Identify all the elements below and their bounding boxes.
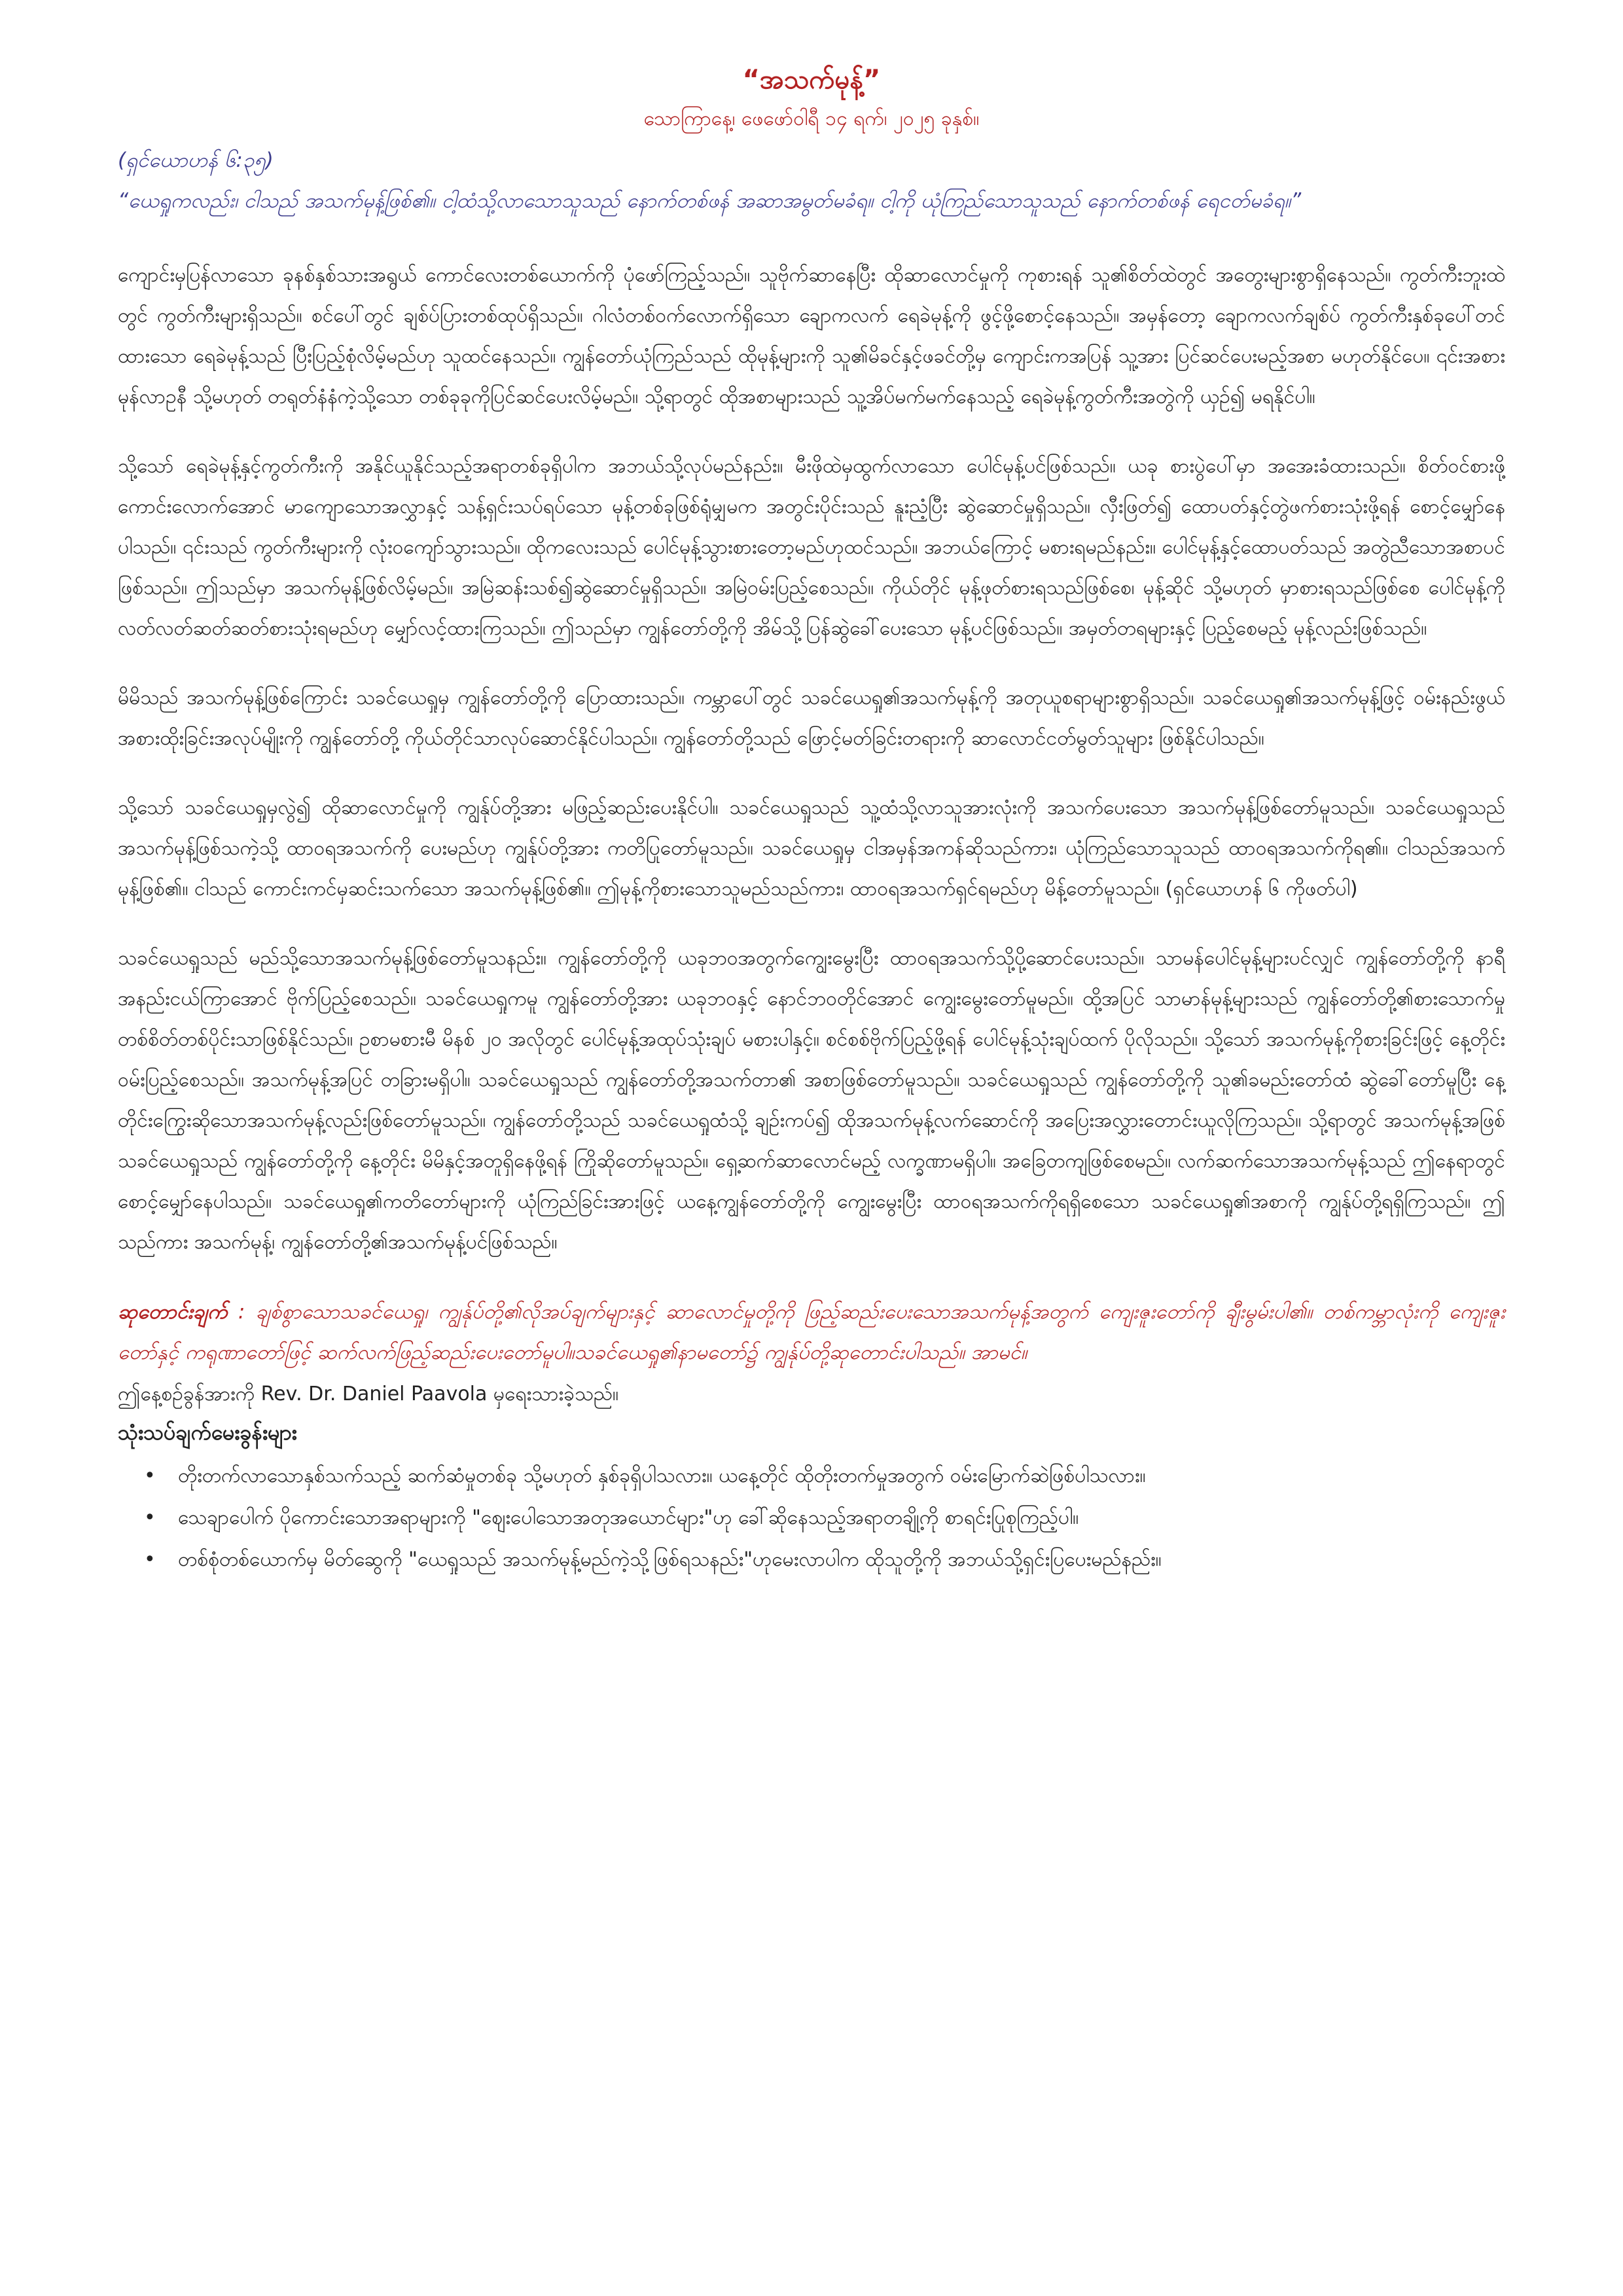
prayer-block xyxy=(118,1292,1505,1373)
bullet-icon: • xyxy=(144,1464,156,1487)
question-item xyxy=(118,1539,1505,1581)
prayer-label: ဆုတောင်းချက် xyxy=(118,1300,228,1324)
date-line: သောကြာနေ့၊ ဖေဖော်ဝါရီ ၁၄ ရက်၊ ၂၀၂၅ ခုနှစ်။ xyxy=(643,107,980,130)
question-text: တစ်စုံတစ်ယောက်မှ မိတ်ဆွေကို "ယေရှုသည် အသက်မုန့်မည်ကဲ့သို့ဖြစ်ရသနည်း"ဟုမေးလာပါက ထိုသူတို့ကို အဘယ်သို့ရှင်းပြပေးမည်နည်း။ xyxy=(178,1548,1162,1571)
bullet-icon: • xyxy=(144,1548,156,1571)
question-item xyxy=(118,1497,1505,1539)
body-paragraph-4: သို့သော် သခင်ယေရှုမှလွဲ၍ ထိုဆာလောင်မှုကို ကျွန်ုပ်တို့အား မဖြည့်ဆည်းပေးနိုင်ပါ။ သခင်ယေရှုသည် သူ့ထံသို့လာသူအားလုံးကို အသက်ပေးသော အသက်မုန့်ဖြစ်တော်မူသည်။ သခင်ယေရှုသည် အသက်မုန့်ဖြစ်သကဲ့သို့ ထာဝရအသက်ကို ပေးမည်ဟု ကျွန်ုပ်တို့အား ကတိပြုတော်မူသည်။ သခင်ယေရှုမှ ငါအမှန်အကန်ဆိုသည်ကား၊ ယုံကြည်သောသူသည် ထာဝရအသက်ကိုရ၏။ ငါသည်အသက်မုန့်ဖြစ်၏။ ငါသည် ကောင်းကင်မှဆင်းသက်သော အသက်မုန့်ဖြစ်၏။ ဤမုန့်ကိုစားသောသူမည်သည်ကား၊ ထာဝရအသက်ရှင်ရမည်ဟု မိန့်တော်မူသည်။ (ရှင်ယောဟန် ၆ ကိုဖတ်ပါ) xyxy=(118,796,1505,900)
page-title: “အသက်မုန့်” xyxy=(742,65,881,95)
body-paragraph-1: ကျောင်းမှပြန်လာသော ခုနစ်နှစ်သားအရွယ် ကောင်လေးတစ်ယောက်ကို ပုံဖော်ကြည့်သည်။ သူဗိုက်ဆာနေပြီး ထိုဆာလောင်မှုကို ကုစားရန် သူ၏စိတ်ထဲတွင် အတွေးများစွာရှိနေသည်။ ကွတ်ကီးဘူးထဲတွင် ကွတ်ကီးများရှိသည်။ စင်ပေါ်တွင် ချစ်ပ်ပြားတစ်ထုပ်ရှိသည်။ ဂါလံတစ်ဝက်လောက်ရှိသော ချောကလက် ရေခဲမုန့်ကို ဖွင့်ဖို့စောင့်နေသည်။ အမှန်တော့ ချောကလက်ချစ်ပ် ကွတ်ကီးနှစ်ခုပေါ်တင်ထားသော ရေခဲမုန့်သည် ပြီးပြည့်စုံလိမ့်မည်ဟု သူထင်နေသည်။ ကျွန်တော်ယုံကြည်သည် ထိုမုန့်များကို သူ၏မိခင်နှင့်ဖခင်တို့မှ ကျောင်းကအပြန် သူ့အား ပြင်ဆင်ပေးမည့်အစာ မဟုတ်နိုင်ပေ။ ၎င်းအစား မုန်လာဥနီ သို့မဟုတ် တရုတ်နံနံကဲ့သို့သော တစ်ခုခုကိုပြင်ဆင်ပေးလိမ့်မည်။ သို့ရာတွင် ထိုအစာများသည် သူ့အိပ်မက်မက်နေသည့် ရေခဲမုန့်ကွတ်ကီးအတွဲကို ယှဉ်၍ မရနိုင်ပါ။ xyxy=(118,264,1505,408)
scripture-reference: (ရှင်ယောဟန် ၆:၃၅) xyxy=(118,149,274,172)
body-paragraph-3: မိမိသည် အသက်မုန့်ဖြစ်ကြောင်း သခင်ယေရှုမှ ကျွန်တော်တို့ကို ပြောထားသည်။ ကမ္ဘာပေါ်တွင် သခင်ယေရှု၏အသက်မုန့်ကို အတုယူစရာများစွာရှိသည်။ သခင်ယေရှု၏အသက်မုန့်ဖြင့် ဝမ်းနည်းဖွယ်အစားထိုးခြင်းအလုပ်မျိုးကို ကျွန်တော်တို့ ကိုယ်တိုင်သာလုပ်ဆောင်နိုင်ပါသည်။ ကျွန်တော်တို့သည် ဖြောင့်မတ်ခြင်းတရားကို ဆာလောင်ငတ်မွတ်သူများ ဖြစ်နိုင်ပါသည်။ xyxy=(118,686,1505,750)
questions-list xyxy=(118,1455,1505,1581)
questions-heading: သုံးသပ်ချက်မေးခွန်းများ xyxy=(118,1420,297,1445)
scripture-text: “ယေရှုကလည်း၊ ငါသည် အသက်မုန့်ဖြစ်၏။ ငါ့ထံသို့လာသောသူသည် နောက်တစ်ဖန် အဆာအမွတ်မခံရ။ ငါ့ကို ယုံကြည်သောသူသည် နောက်တစ်ဖန် ရေငတ်မခံရ။” xyxy=(118,189,1302,213)
bullet-icon: • xyxy=(144,1506,156,1529)
question-text: တိုးတက်လာသောနှစ်သက်သည့် ဆက်ဆံမှုတစ်ခု သို့မဟုတ် နှစ်ခုရှိပါသလား။ ယနေ့တိုင် ထိုတိုးတက်မှုအတွက် ဝမ်းမြောက်ဆဲဖြစ်ပါသလား။ xyxy=(178,1464,1146,1487)
body-paragraph-2: သို့သော် ရေခဲမုန့်နှင့်ကွတ်ကီးကို အနိုင်ယူနိုင်သည့်အရာတစ်ခုရှိပါက အဘယ်သို့လုပ်မည်နည်း။ မီးဖိုထဲမှထွက်လာသော ပေါင်မုန့်ပင်ဖြစ်သည်။ ယခု စားပွဲပေါ်မှာ အအေးခံထားသည်။ စိတ်ဝင်စားဖို့ကောင်းလောက်အောင် မာကျောသောအလွှာနှင့် သန့်ရှင်းသပ်ရပ်သော မုန့်တစ်ခုဖြစ်ရုံမျှမက အတွင်းပိုင်းသည် နူးညံ့ပြီး ဆွဲဆောင်မှုရှိသည်။ လှီးဖြတ်၍ ထောပတ်နှင့်တွဲဖက်စားသုံးဖို့ရန် စောင့်မျှော်နေပါသည်။ ၎င်းသည် ကွတ်ကီးများကို လုံးဝကျော်သွားသည်။ ထိုကလေးသည် ပေါင်မုန့်သွားစားတော့မည်ဟုထင်သည်။ အဘယ်ကြောင့် မစားရမည်နည်း။ ပေါင်မုန့်နှင့်ထောပတ်သည် အတွဲညီသောအစာပင်ဖြစ်သည်။ ဤသည်မှာ အသက်မုန့်ဖြစ်လိမ့်မည်။ အမြဲဆန်းသစ်၍ဆွဲဆောင်မှုရှိသည်။ အမြဲဝမ်းပြည့်စေသည်။ ကိုယ်တိုင် မုန့်ဖုတ်စားရသည်ဖြစ်စေ၊ မုန့်ဆိုင် သို့မဟုတ် မှာစားရသည်ဖြစ်စေ ပေါင်မုန့်ကို လတ်လတ်ဆတ်ဆတ်စားသုံးရမည်ဟု မျှော်လင့်ထားကြသည်။ ဤသည်မှာ ကျွန်တော်တို့ကို အိမ်သို့ပြန်ဆွဲခေါ်ပေးသော မုန့်ပင်ဖြစ်သည်။ အမှတ်တရများနှင့် ပြည့်စေမည့် မုန့်လည်းဖြစ်သည်။ xyxy=(118,455,1505,640)
author-credit: ဤနေ့စဉ်ခွန်အားကို Rev. Dr. Daniel Paavola မှရေးသားခဲ့သည်။ xyxy=(118,1383,619,1405)
question-text: သေချာပေါက် ပိုကောင်းသောအရာများကို "ဈေးပေါသောအတုအယောင်များ"ဟု ခေါ်ဆိုနေသည့်အရာတချို့ကို စာရင်းပြုစုကြည့်ပါ။ xyxy=(178,1506,1079,1529)
body-paragraph-5: သခင်ယေရှုသည် မည်သို့သောအသက်မုန့်ဖြစ်တော်မူသနည်း။ ကျွန်တော်တို့ကို ယခုဘဝအတွက်ကျွေးမွေးပြီး ထာဝရအသက်သို့ပို့ဆောင်ပေးသည်။ သာမန်ပေါင်မုန့်များပင်လျှင် ကျွန်တော်တို့ကို နာရီအနည်းငယ်ကြာအောင် ဗိုက်ပြည့်စေသည်။ သခင်ယေရှုကမူ ကျွန်တော်တို့အား ယခုဘဝနှင့် နောင်ဘဝတိုင်အောင် ကျွေးမွေးတော်မူမည်။ ထို့အပြင် သာမာန်မုန့်များသည် ကျွန်တော်တို့၏စားသောက်မှုတစ်စိတ်တစ်ပိုင်းသာဖြစ်နိုင်သည်။ ဥစာမစားမီ မိနစ် ၂၀ အလိုတွင် ပေါင်မုန့်အထုပ်သုံးချပ် မစားပါနှင့်။ စင်စစ်ဗိုက်ပြည့်ဖို့ရန် ပေါင်မုန့်သုံးချပ်ထက် ပိုလိုသည်။ သို့သော် အသက်မုန့်ကိုစားခြင်းဖြင့် နေ့တိုင်း ဝမ်းပြည့်စေသည်။ အသက်မုန့်အပြင် တခြားမရှိပါ။ သခင်ယေရှုသည် ကျွန်တော်တို့အသက်တာ၏ အစာဖြစ်တော်မူသည်။ သခင်ယေရှုသည် ကျွန်တော်တို့ကို သူ၏ခမည်းတော်ထံ ဆွဲခေါ်တော်မူပြီး နေ့တိုင်းကြွေးဆိုသောအသက်မုန့်လည်းဖြစ်တော်မူသည်။ ကျွန်တော်တို့သည် သခင်ယေရှုထံသို့ ချဉ်းကပ်၍ ထိုအသက်မုန့်လက်ဆောင်ကို အပြေးအလွှားတောင်းယူလိုကြသည်။ သို့ရာတွင် အသက်မုန့်အဖြစ် သခင်ယေရှုသည် ကျွန်တော်တို့ကို နေ့တိုင်း မိမိနှင့်အတူရှိနေဖို့ရန် ကြိုဆိုတော်မူသည်။ ရှေ့ဆက်ဆာလောင်မည့် လက္ခဏာမရှိပါ။ အခြေတကျဖြစ်စေမည်။ လက်ဆက်သောအသက်မုန့်သည် ဤနေရာတွင်စောင့်မျှော်နေပါသည်။ သခင်ယေရှု၏ကတိတော်များကို ယုံကြည်ခြင်းအားဖြင့် ယနေ့ကျွန်တော်တို့ကို ကျွေးမွေးပြီး ထာဝရအသက်ကိုရရှိစေသော သခင်ယေရှု၏အစာကို ကျွန်ုပ်တို့ရရှိကြသည်။ ဤသည်ကား အသက်မုန့်၊ ကျွန်တော်တို့၏အသက်မုန့်ပင်ဖြစ်သည်။ xyxy=(118,947,1505,1254)
question-item xyxy=(118,1455,1505,1497)
prayer-text: : ချစ်စွာသောသခင်ယေရှု၊ ကျွန်ုပ်တို့၏လိုအပ်ချက်များနှင့် ဆာလောင်မှုတို့ကို ဖြည့်ဆည်းပေးသောအသက်မုန့်အတွက် ကျေးဇူးတော်ကို ချီးမွမ်းပါ၏။ တစ်ကမ္ဘာလုံးကို ကျေးဇူးတော်နှင့် ကရုဏာတော်ဖြင့် ဆက်လက်ဖြည့်ဆည်းပေးတော်မူပါ။သခင်ယေရှု၏နာမတော်၌ ကျွန်ုပ်တို့ဆုတောင်းပါသည်။ အာမင်။ xyxy=(118,1300,1505,1364)
